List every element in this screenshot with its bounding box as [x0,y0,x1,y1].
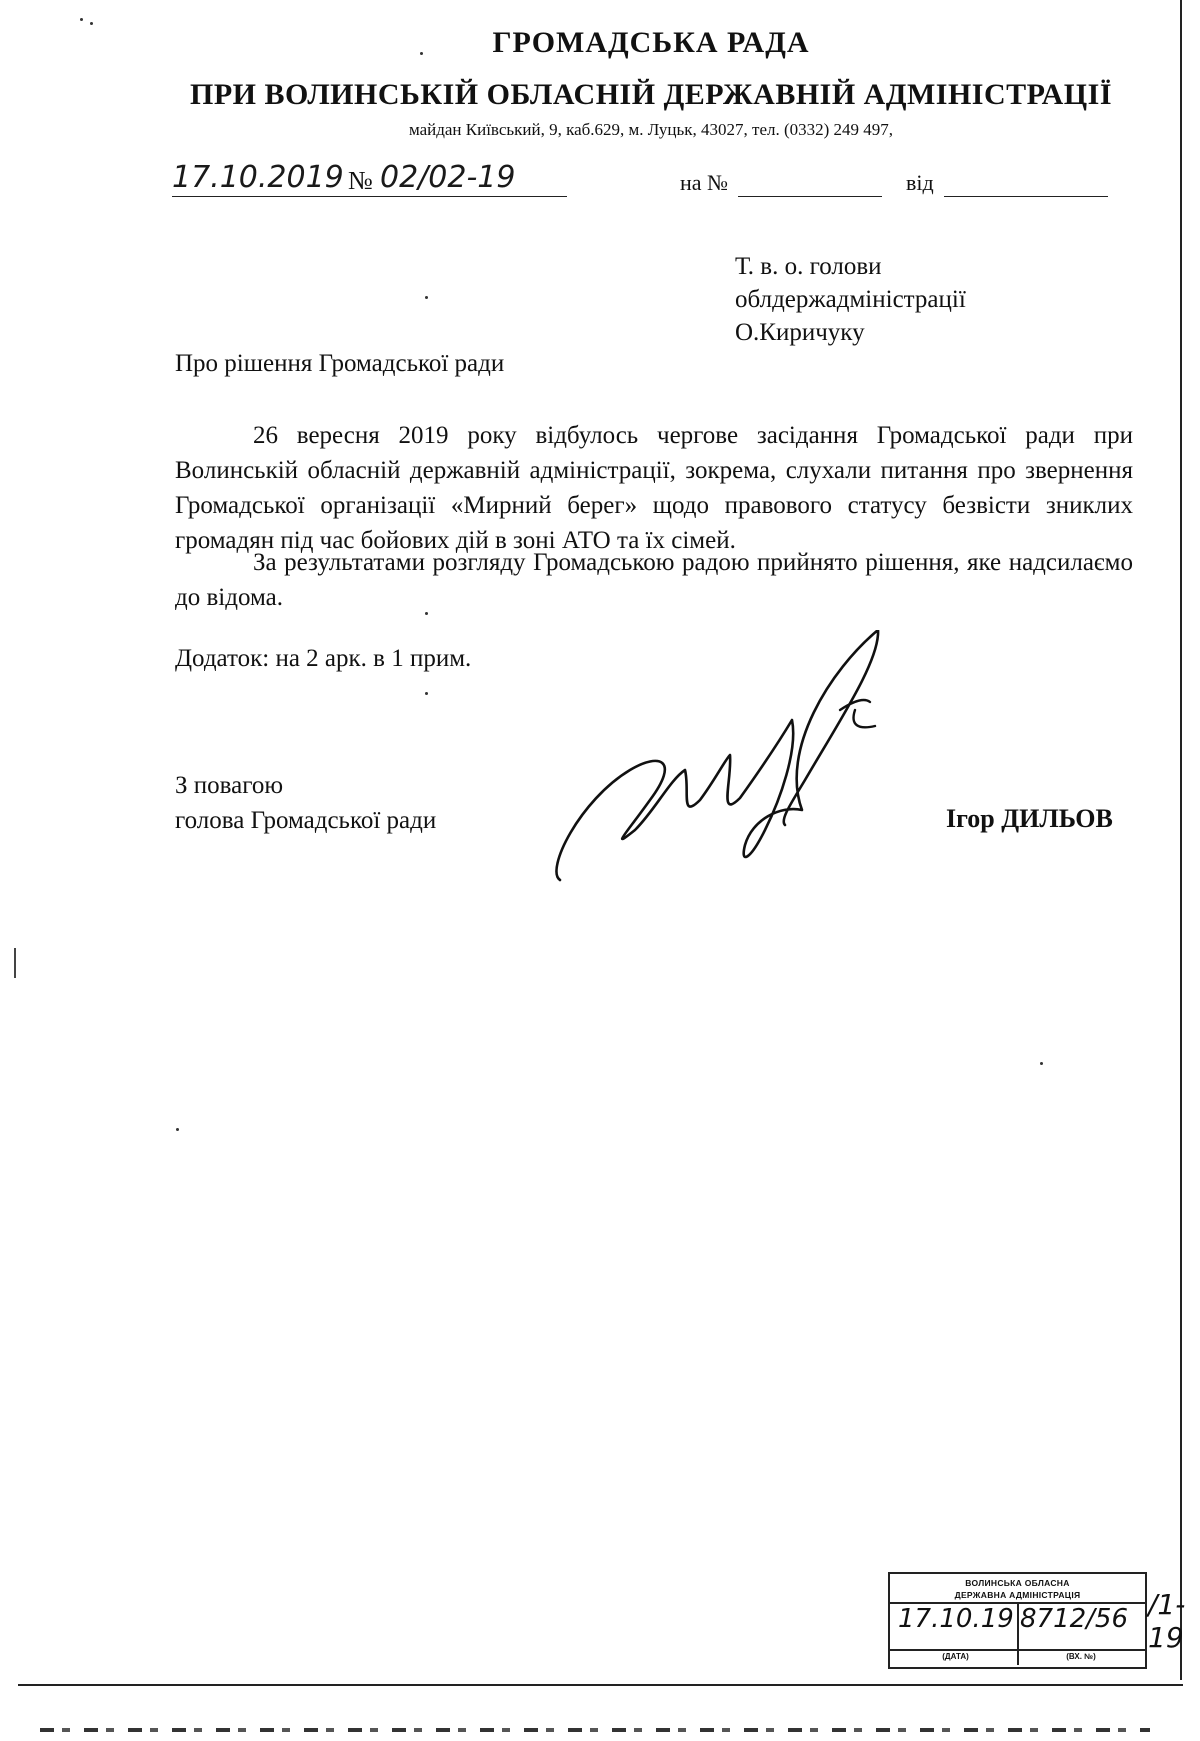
organization-address: майдан Київський, 9, каб.629, м. Луцьк, 43027, тел. (0332) 249 497, [408,120,894,139]
body-paragraph: 26 вересня 2019 року відбулось чергове засідання Громадської ради при Волинській обласній державній адміністрації, зокрема, слухали питання про звернення Громадської організації «Мирний берег» щодо правового статусу безвісти зниклих громадян під час бойових дій в зоні АТО та їх сімей. [175,422,1133,554]
scan-border-right [1180,0,1182,1680]
scan-speck [425,296,428,299]
stamp-number-caption: (ВХ. №) [1066,1652,1096,1661]
organization-subtitle: ПРИ ВОЛИНСЬКІЙ ОБЛАСНІЙ ДЕРЖАВНІЙ АДМІНІСТРАЦІЇ [189,78,1112,111]
reply-date-blank [944,196,1108,197]
reply-from-label: від [906,170,934,195]
scan-speck [1040,1062,1043,1065]
stamp-authority-sub: ДЕРЖАВНА АДМІНІСТРАЦІЯ [954,1590,1081,1600]
addressee-block [735,250,966,349]
registration-stamp [888,1572,1147,1669]
signatory-position: голова Громадської ради [175,807,437,834]
letter-subject: Про рішення Громадської ради [175,350,505,377]
handwritten-signature [540,630,920,910]
closing-regards: З повагою [175,772,284,799]
body-paragraph: За результатами розгляду Громадською радою прийнято рішення, яке надсилаємо до відома. [175,549,1133,611]
closing-block [175,768,436,838]
stamp-date: 17.10.19 [898,1604,1014,1634]
registration-date: 17.10.2019 [172,160,344,195]
scan-bottom-noise [40,1728,1150,1732]
stamp-divider [1017,1604,1019,1665]
stamp-divider [890,1649,1145,1651]
addressee-name: О.Киричуку [735,319,865,346]
scan-speck [176,1128,179,1131]
scan-speck [80,18,83,21]
reply-number-label: на № [680,170,729,195]
reply-number-blank [738,196,882,197]
number-sign: № [348,166,373,195]
addressee-line: облдержадміністрації [735,286,966,313]
scan-speck [90,22,93,25]
scan-mark-left [14,948,16,978]
stamp-incoming-number: 8712/56 [1020,1604,1129,1634]
organization-title: ГРОМАДСЬКА РАДА [492,26,810,59]
stamp-date-caption: (ДАТА) [942,1652,969,1661]
signatory-name: Ігор ДИЛЬОВ [946,804,1113,833]
stamp-authority: ВОЛИНСЬКА ОБЛАСНА [965,1578,1070,1588]
addressee-line: Т. в. о. голови [735,253,882,280]
scan-speck [425,692,428,695]
registration-number: 02/02-19 [380,160,516,195]
attachment-note: Додаток: на 2 арк. в 1 прим. [175,645,472,672]
registration-underline [172,196,567,197]
scan-bottom-border [18,1684,1183,1686]
stamp-number-suffix: /1-19 [1148,1588,1186,1654]
